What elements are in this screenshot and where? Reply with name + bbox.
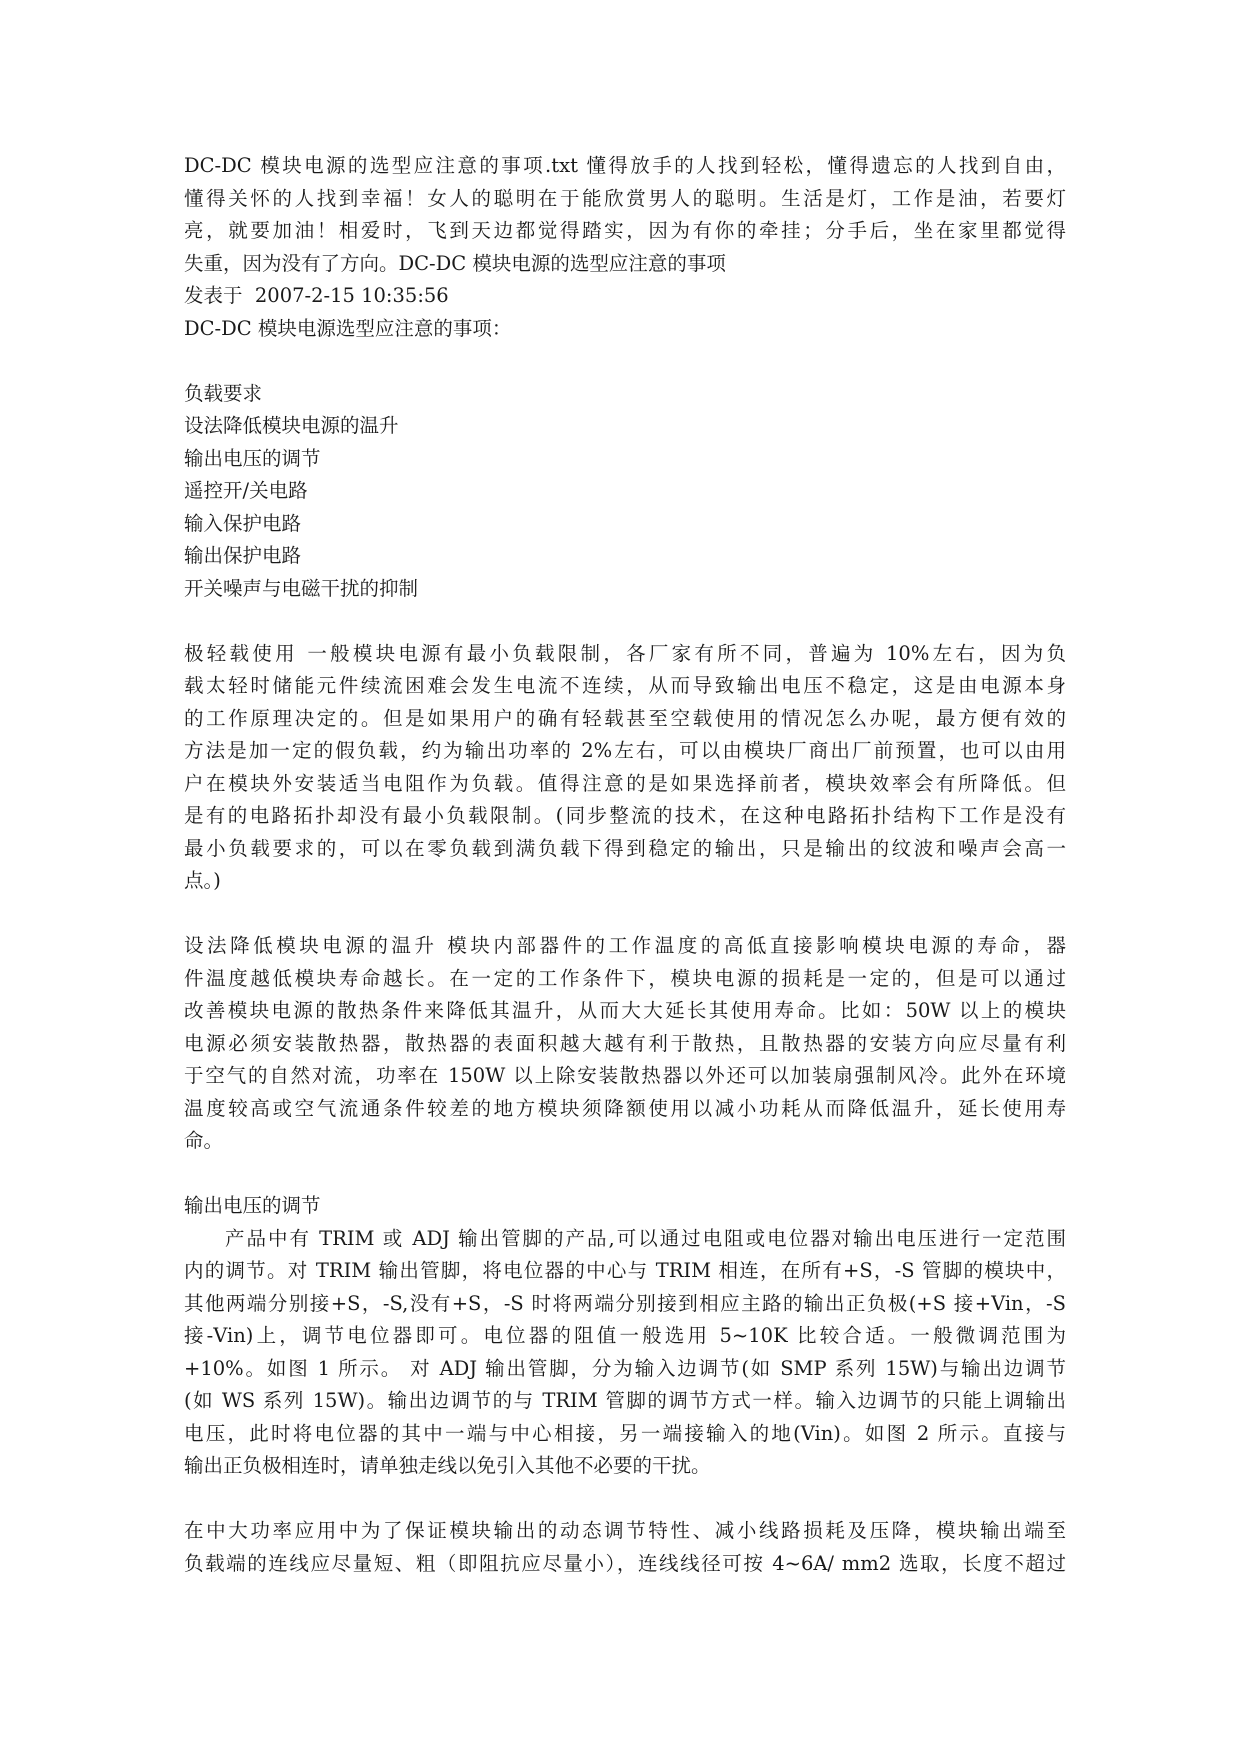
spacer (184, 1158, 1066, 1191)
text-line: 在中大功率应用中为了保证模块输出的动态调节特性、减小线路损耗及压降，模块输出端至 (184, 1519, 1066, 1542)
text-line: 户在模块外安装适当电阻作为负载。值得注意的是如果选择前者，模块效率会有所降低。但 (184, 771, 1066, 795)
text-line: 失重，因为没有了方向。DC-DC 模块电源的选型应注意的事项 (184, 251, 726, 275)
list-item: 开关噪声与电磁干扰的抑制 (184, 576, 419, 600)
text-line: 载太轻时储能元件续流困难会发生电流不连续，从而导致输出电压不稳定，这是由电源本身 (184, 674, 1066, 697)
section-heading: 输出电压的调节 (184, 1194, 321, 1217)
text-line: 电源必须安装散热器，散热器的表面积越大越有利于散热，且散热器的安装方向应尽量有利 (184, 1031, 1066, 1055)
document-page (184, 150, 1066, 1580)
text-line: 接-Vin)上，调节电位器即可。电位器的阻值一般选用 5~10K 比较合适。一般微调范围为 (184, 1324, 1066, 1347)
text-line: 产品中有 TRIM 或 ADJ 输出管脚的产品,可以通过电阻或电位器对输出电压进行一定范围 (225, 1226, 1066, 1250)
list-item: 输入保护电路 (184, 511, 302, 535)
light-load-paragraph (184, 638, 1066, 898)
post-date: 发表于 2007-2-15 10:35:56 (184, 284, 449, 307)
spacer (184, 1483, 1066, 1516)
text-line: 方法是加一定的假负载，约为输出功率的 2%左右，可以由模块厂商出厂前预置，也可以由用 (184, 739, 1066, 762)
text-line: 输出正负极相连时，请单独走线以免引入其他不必要的干扰。 (184, 1454, 711, 1477)
spacer (184, 345, 1066, 378)
voltage-adjust-paragraph (184, 1223, 1066, 1483)
text-line: 点。) (184, 869, 221, 892)
text-line: +10%。如图 1 所示。 对 ADJ 输出管脚，分为输入边调节(如 SMP 系列 15W)与输出边调节 (184, 1356, 1066, 1380)
text-line: 电压，此时将电位器的其中一端与中心相接，另一端接输入的地(Vin)。如图 2 所示。直接与 (184, 1421, 1066, 1445)
text-line: 最小负载要求的，可以在零负载到满负载下得到稳定的输出，只是输出的纹波和噪声会高一 (184, 836, 1066, 860)
text-line: 命。 (184, 1129, 224, 1152)
text-line: 件温度越低模块寿命越长。在一定的工作条件下，模块电源的损耗是一定的，但是可以通过 (184, 966, 1066, 990)
document-heading: DC-DC 模块电源选型应注意的事项： (184, 316, 512, 340)
text-line: 改善模块电源的散热条件来降低其温升，从而大大延长其使用寿命。比如：50W 以上的模块 (184, 999, 1066, 1022)
text-line: DC-DC 模块电源的选型应注意的事项.txt 懂得放手的人找到轻松，懂得遗忘的人找到自由， (184, 154, 1066, 177)
wiring-paragraph (184, 1515, 1066, 1580)
text-line: 负载端的连线应尽量短、粗（即阻抗应尽量小），连线线径可按 4~6A/ mm2 选取，长度不超过 (184, 1551, 1066, 1575)
list-item: 负载要求 (184, 381, 263, 405)
text-line: 是有的电路拓扑却没有最小负载限制。(同步整流的技术，在这种电路拓扑结构下工作是没有 (184, 804, 1066, 827)
intro-paragraph (184, 150, 1066, 280)
topic-list (184, 378, 1066, 606)
text-line: (如 WS 系列 15W)。输出边调节的与 TRIM 管脚的调节方式一样。输入边调节的只能上调输出 (184, 1389, 1066, 1412)
text-line: 内的调节。对 TRIM 输出管脚，将电位器的中心与 TRIM 相连，在所有+S，-S 管脚的模块中， (184, 1259, 1066, 1282)
spacer (184, 898, 1066, 931)
temperature-paragraph (184, 930, 1066, 1158)
text-line: 温度较高或空气流通条件较差的地方模块须降额使用以减小功耗从而降低温升，延长使用寿 (184, 1096, 1066, 1120)
text-line: 其他两端分别接+S，-S,没有+S，-S 时将两端分别接到相应主路的输出正负极(+S 接+Vin，-S (184, 1291, 1066, 1315)
text-line: 于空气的自然对流，功率在 150W 以上除安装散热器以外还可以加装扇强制风冷。此外在环境 (184, 1064, 1066, 1087)
list-item: 遥控开/关电路 (184, 479, 308, 502)
list-item: 输出电压的调节 (184, 446, 321, 470)
list-item: 输出保护电路 (184, 544, 302, 567)
text-line: 亮，就要加油！相爱时，飞到天边都觉得踏实，因为有你的牵挂；分手后，坐在家里都觉得 (184, 219, 1066, 242)
text-line: 设法降低模块电源的温升 模块内部器件的工作温度的高低直接影响模块电源的寿命，器 (184, 934, 1066, 957)
spacer (184, 605, 1066, 638)
list-item: 设法降低模块电源的温升 (184, 414, 399, 437)
text-line: 懂得关怀的人找到幸福！女人的聪明在于能欣赏男人的聪明。生活是灯，工作是油，若要灯 (184, 186, 1066, 210)
text-line: 极轻载使用 一般模块电源有最小负载限制，各厂家有所不同，普遍为 10%左右，因为负 (184, 641, 1066, 665)
text-line: 的工作原理决定的。但是如果用户的确有轻载甚至空载使用的情况怎么办呢，最方便有效的 (184, 706, 1066, 730)
